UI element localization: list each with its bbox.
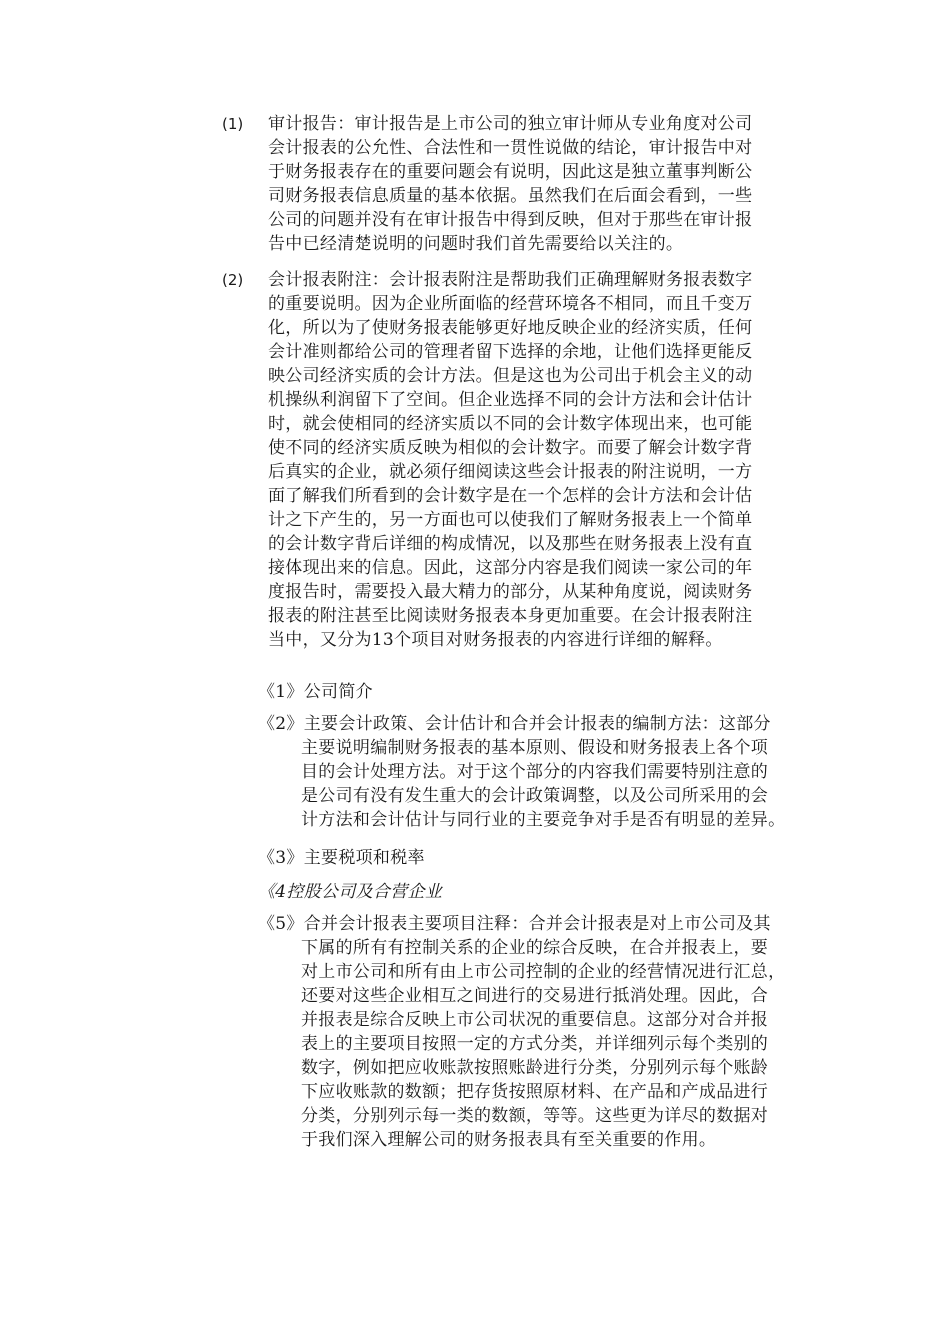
- subitem-5-line: 并报表是综合反映上市公司状况的重要信息。这部分对合并报: [301, 1010, 769, 1030]
- subitem-5-line: 于我们深入理解公司的财务报表具有至关重要的作用。: [301, 1130, 717, 1150]
- subitem-2-line: 是公司有没有发生重大的会计政策调整，以及公司所采用的会: [301, 786, 769, 806]
- item-2-line: 会计报表附注：会计报表附注是帮助我们正确理解财务报表数字: [268, 270, 753, 290]
- item-2-line: 化，所以为了使财务报表能够更好地反映企业的经济实质，任何: [268, 318, 753, 338]
- subitem-2-line: 计方法和会计估计与同行业的主要竞争对手是否有明显的差异。: [301, 810, 786, 830]
- item-2-marker: (2): [222, 271, 244, 289]
- item-2-line: 的重要说明。因为企业所面临的经营环境各不相同，而且千变万: [268, 294, 753, 314]
- subitem-5-line: 下属的所有有控制关系的企业的综合反映，在合并报表上，要: [301, 938, 769, 958]
- item-1-line: 司财务报表信息质量的基本依据。虽然我们在后面会看到，一些: [268, 186, 753, 206]
- item-2-line: 报表的附注甚至比阅读财务报表本身更加重要。在会计报表附注: [268, 606, 753, 626]
- item-1-line: 告中已经清楚说明的问题时我们首先需要给以关注的。: [268, 234, 684, 254]
- item-1-line: 会计报表的公允性、合法性和一贯性说做的结论，审计报告中对: [268, 138, 753, 158]
- subitem-5-line: 表上的主要项目按照一定的方式分类，并详细列示每个类别的: [301, 1034, 769, 1054]
- subitem-5-line: 下应收账款的数额；把存货按照原材料、在产品和产成品进行: [301, 1082, 769, 1102]
- item-2-line: 时，就会使相同的经济实质以不同的会计数字体现出来，也可能: [268, 414, 753, 434]
- item-1-line: 于财务报表存在的重要问题会有说明，因此这是独立董事判断公: [268, 162, 753, 182]
- subitem-2-line: 目的会计处理方法。对于这个部分的内容我们需要特别注意的: [301, 762, 769, 782]
- subitem-5-line: 对上市公司和所有由上市公司控制的企业的经营情况进行汇总，: [301, 962, 786, 982]
- subitem-5-line: 数字，例如把应收账款按照账龄进行分类，分别列示每个账龄: [301, 1058, 769, 1078]
- item-2-line: 当中，又分为13个项目对财务报表的内容进行详细的解释。: [268, 630, 723, 650]
- item-2-line: 机操纵利润留下了空间。但企业选择不同的会计方法和会计估计: [268, 390, 753, 410]
- item-2-line: 会计准则都给公司的管理者留下选择的余地，让他们选择更能反: [268, 342, 753, 362]
- item-1-line: 公司的问题并没有在审计报告中得到反映，但对于那些在审计报: [268, 210, 753, 230]
- item-2-line: 的会计数字背后详细的构成情况，以及那些在财务报表上没有直: [268, 534, 753, 554]
- item-2-line: 后真实的企业，就必须仔细阅读这些会计报表的附注说明，一方: [268, 462, 753, 482]
- item-2-line: 映公司经济实质的会计方法。但是这也为公司出于机会主义的动: [268, 366, 753, 386]
- subitem-3-line: 《3》主要税项和税率: [258, 848, 425, 868]
- subitem-4-line: 《4控股公司及合营企业: [258, 882, 443, 902]
- item-2-line: 接体现出来的信息。因此，这部分内容是我们阅读一家公司的年: [268, 558, 753, 578]
- item-2-line: 面了解我们所看到的会计数字是在一个怎样的会计方法和会计估: [268, 486, 753, 506]
- subitem-1-line: 《1》公司简介: [258, 682, 373, 702]
- item-1-line: 审计报告：审计报告是上市公司的独立审计师从专业角度对公司: [268, 114, 753, 134]
- item-2-line: 计之下产生的，另一方面也可以使我们了解财务报表上一个简单: [268, 510, 753, 530]
- item-2-line: 度报告时，需要投入最大精力的部分，从某种角度说，阅读财务: [268, 582, 753, 602]
- subitem-5-line: 《5》合并会计报表主要项目注释：合并会计报表是对上市公司及其: [258, 914, 771, 934]
- subitem-5-line: 分类，分别列示每一类的数额，等等。这些更为详尽的数据对: [301, 1106, 769, 1126]
- item-2-line: 使不同的经济实质反映为相似的会计数字。而要了解会计数字背: [268, 438, 753, 458]
- item-1-marker: (1): [222, 115, 244, 133]
- subitem-2-line: 主要说明编制财务报表的基本原则、假设和财务报表上各个项: [301, 738, 769, 758]
- subitem-2-line: 《2》主要会计政策、会计估计和合并会计报表的编制方法：这部分: [258, 714, 771, 734]
- subitem-5-line: 还要对这些企业相互之间进行的交易进行抵消处理。因此，合: [301, 986, 769, 1006]
